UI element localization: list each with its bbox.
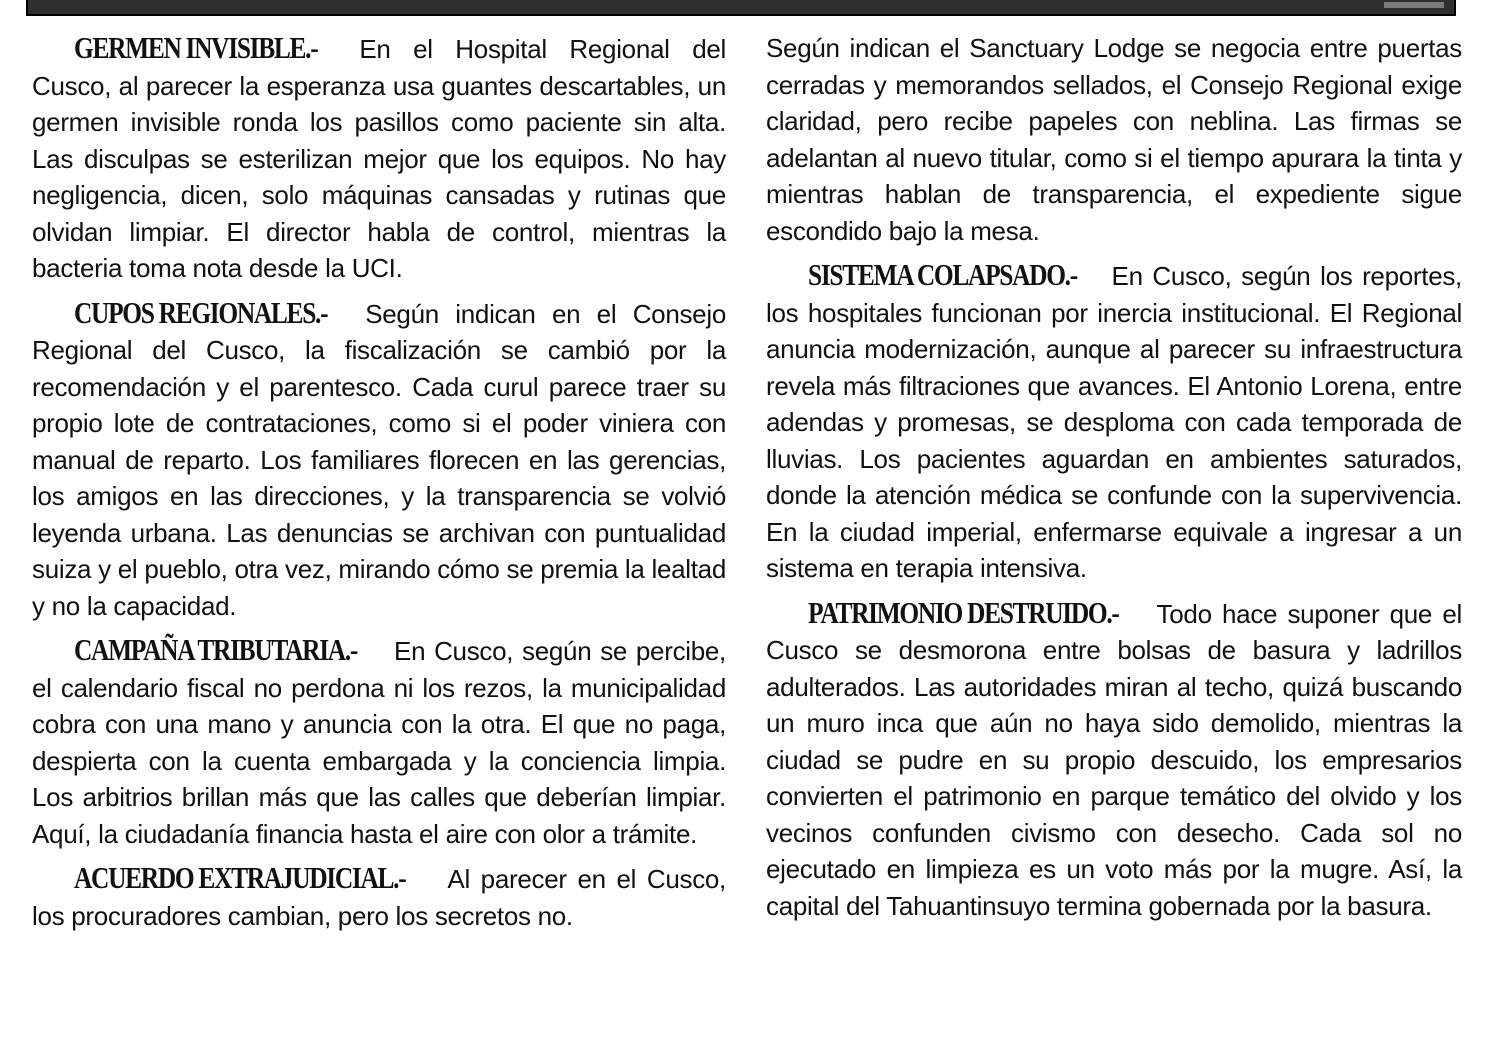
right-column	[766, 30, 1462, 932]
article-acuerdo-extrajudicial	[32, 860, 726, 934]
article-cupos-regionales	[32, 295, 726, 625]
kicker-acuerdo-extrajudicial: ACUERDO EXTRAJUDICIAL.-	[74, 860, 406, 895]
kicker-cupos-regionales: CUPOS REGIONALES.-	[74, 294, 328, 330]
kicker-germen-invisible: GERMEN INVISIBLE.-	[74, 30, 318, 65]
article-campana-tributaria	[32, 632, 726, 852]
body-acuerdo-extrajudicial: Al parecer en el Cusco, los procuradores cambian, pero los secretos no.	[32, 864, 726, 931]
left-column	[32, 30, 726, 942]
article-sistema-colapsado	[766, 257, 1462, 587]
body-acuerdo-continuation: Según indican el Sanctuary Lodge se negocia entre puertas cerradas y memorandos sellados, el Consejo Regional exige claridad, pero recibe papeles con neblina. Las firmas se adelantan al nuevo titular, como si el tiempo apurara la tinta y mientras hablan de transparencia, el expediente sigue escondido bajo la mesa.	[766, 33, 1462, 246]
article-acuerdo-continuation	[766, 30, 1462, 249]
body-campana-tributaria: En Cusco, según se percibe, el calendario fiscal no perdona ni los rezos, la municipalidad cobra con una mano y anuncia con la otra. El que no paga, despierta con la cuenta embargada y la conciencia limpia. Los arbitrios brillan más que las calles que deberían limpiar. Aquí, la ciudadanía financia hasta el aire con olor a trámite.	[32, 636, 726, 849]
body-sistema-colapsado: En Cusco, según los reportes, los hospitales funcionan por inercia institucional. El Regional anuncia modernización, aunque al parecer su infraestructura revela más filtraciones que avances. El Antonio Lorena, entre adendas y promesas, se desploma con cada temporada de lluvias. Los pacientes aguardan en ambientes saturados, donde la atención médica se confunde con la supervivencia. En la ciudad imperial, enfermarse equivale a ingresar a un sistema en terapia intensiva.	[766, 261, 1462, 583]
kicker-patrimonio-destruido: PATRIMONIO DESTRUIDO.-	[808, 594, 1119, 630]
body-patrimonio-destruido: Todo hace suponer que el Cusco se desmorona entre bolsas de basura y ladrillos adulterados. Las autoridades miran al techo, quizá buscando un muro inca que aún no haya sido demolido, mientras la ciudad se pudre en su propio descuido, los empresarios convierten el patrimonio en parque temático del olvido y los vecinos confunden civismo con desecho. Cada sol no ejecutado en limpieza es un voto más por la mugre. Así, la capital del Tahuantinsuyo termina gobernada por la basura.	[766, 598, 1462, 921]
article-germen-invisible	[32, 30, 726, 287]
kicker-sistema-colapsado: SISTEMA COLAPSADO.-	[808, 257, 1077, 292]
article-patrimonio-destruido	[766, 595, 1462, 925]
header-image-strip	[26, 0, 1456, 16]
body-cupos-regionales: Según indican en el Consejo Regional del Cusco, la fiscalización se cambió por la recomendación y el parentesco. Cada curul parece traer su propio lote de contrataciones, como si el poder viniera con manual de reparto. Los familiares florecen en las gerencias, los amigos en las direcciones, y la transparencia se volvió leyenda urbana. Las denuncias se archivan con puntualidad suiza y el pueblo, otra vez, mirando cómo se premia la lealtad y no la capacidad.	[32, 298, 726, 621]
kicker-campana-tributaria: CAMPAÑA TRIBUTARIA.-	[74, 632, 358, 667]
body-germen-invisible: En el Hospital Regional del Cusco, al parecer la esperanza usa guantes descartables, un germen invisible ronda los pasillos como paciente sin alta. Las disculpas se esterilizan mejor que los equipos. No hay negligencia, dicen, solo máquinas cansadas y rutinas que olvidan limpiar. El director habla de control, mientras la bacteria toma nota desde la UCI.	[32, 34, 726, 283]
